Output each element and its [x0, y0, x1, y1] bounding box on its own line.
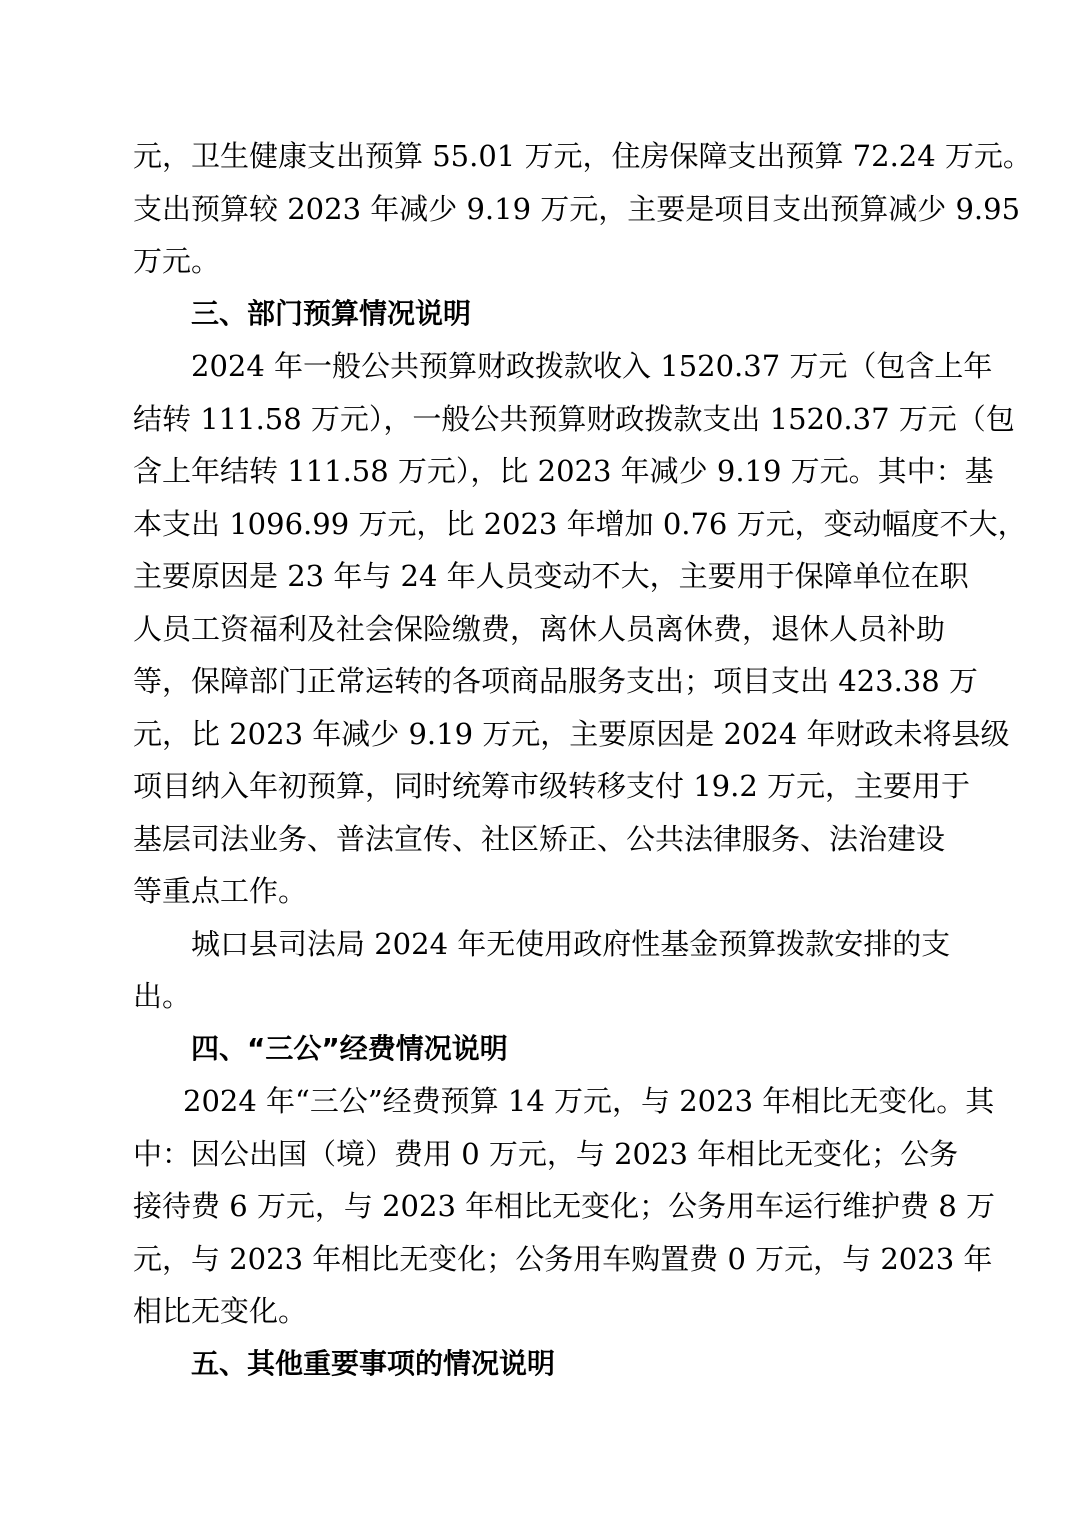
text-line: 城口县司法局 2024 年无使用政府性基金预算拨款安排的支 [191, 926, 951, 961]
text-line: 出。 [133, 979, 192, 1013]
section-heading-3: 三、部门预算情况说明 [191, 296, 472, 330]
text-line: 万元。 [133, 244, 221, 278]
text-line: 项目纳入年初预算，同时统筹市级转移支付 19.2 万元，主要用于 [133, 769, 971, 803]
section-4-paragraph-1 [133, 1075, 996, 1338]
section-3-paragraph-1 [133, 340, 1027, 918]
text-line: 支出预算较 2023 年减少 9.19 万元，主要是项目支出预算减少 9.95 [133, 191, 1021, 226]
text-line: 元，卫生健康支出预算 55.01 万元，住房保障支出预算 72.24 万元。 [133, 139, 1032, 173]
text-line: 等重点工作。 [133, 874, 308, 908]
section-heading-4: 四、“三公”经费情况说明 [191, 1031, 508, 1065]
budget-summary-paragraph [133, 130, 1032, 288]
document-body [133, 130, 1032, 1390]
text-line: 等，保障部门正常运转的各项商品服务支出；项目支出 423.38 万 [133, 664, 978, 698]
text-line: 本支出 1096.99 万元，比 2023 年增加 0.76 万元，变动幅度不大， [133, 506, 1027, 541]
text-line: 中：因公出国（境）费用 0 万元，与 2023 年相比无变化；公务 [133, 1136, 959, 1171]
section-heading-5: 五、其他重要事项的情况说明 [191, 1346, 556, 1380]
text-line: 元，比 2023 年减少 9.19 万元，主要原因是 2024 年财政未将县级 [133, 716, 1010, 751]
text-line: 接待费 6 万元，与 2023 年相比无变化；公务用车运行维护费 8 万 [133, 1189, 996, 1223]
text-line: 人员工资福利及社会保险缴费，离休人员离休费，退休人员补助 [133, 611, 946, 646]
text-line: 元，与 2023 年相比无变化；公务用车购置费 0 万元，与 2023 年 [133, 1241, 993, 1276]
text-line: 结转 111.58 万元），一般公共预算财政拨款支出 1520.37 万元（包 [133, 401, 1015, 436]
text-line: 主要原因是 23 年与 24 年人员变动不大，主要用于保障单位在职 [133, 559, 969, 593]
section-3-paragraph-2 [133, 918, 951, 1023]
text-line: 相比无变化。 [133, 1294, 308, 1328]
text-line: 基层司法业务、普法宣传、社区矫正、公共法律服务、法治建设 [133, 821, 946, 856]
text-line: 2024 年一般公共预算财政拨款收入 1520.37 万元（包含上年 [191, 349, 993, 383]
text-line: 2024 年“三公”经费预算 14 万元，与 2023 年相比无变化。其 [183, 1084, 995, 1118]
text-line: 含上年结转 111.58 万元），比 2023 年减少 9.19 万元。其中：基 [133, 454, 994, 488]
